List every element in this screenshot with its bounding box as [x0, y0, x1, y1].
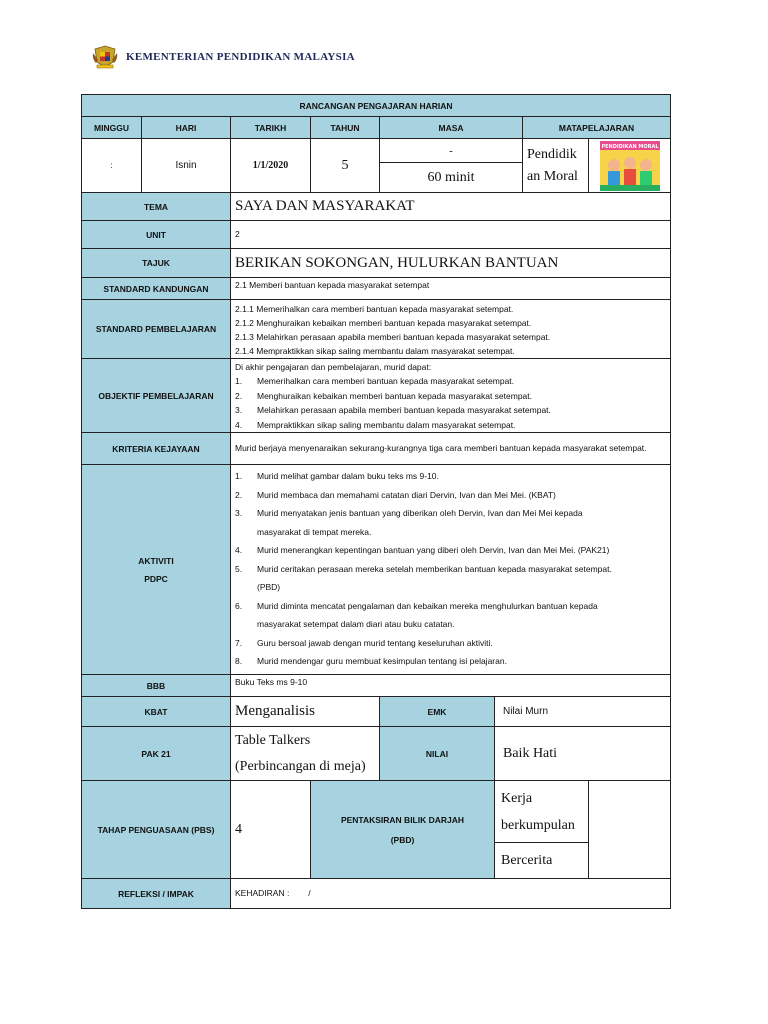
pbd-line-2: berkumpulan — [501, 817, 575, 833]
pbd-empty-cell — [589, 781, 671, 879]
minggu-value: : — [82, 139, 142, 193]
col-minggu: MINGGU — [82, 117, 142, 139]
list-item: 1. Memerihalkan cara memberi bantuan kepada masyarakat setempat. — [235, 376, 515, 386]
value-standard-kandungan: 2.1 Memberi bantuan kepada masyarakat setempat — [231, 278, 671, 300]
book-title: PENDIDIKAN MORAL — [600, 143, 659, 150]
textbook-cover-image — [600, 141, 660, 191]
label-aktiviti — [82, 465, 231, 675]
value-nilai: Baik Hati — [495, 727, 671, 781]
col-masa: MASA — [380, 117, 523, 139]
value-pbd-bercerita: Bercerita — [495, 843, 589, 879]
label-pbd — [311, 781, 495, 879]
list-item: 2. Murid membaca dan memahami catatan diari Dervin, Ivan dan Mei Mei. (KBAT) — [235, 489, 556, 500]
value-tajuk: BERIKAN SOKONGAN, HULURKAN BANTUAN — [231, 249, 671, 278]
label-kriteria: KRITERIA KEJAYAAN — [82, 433, 231, 465]
objektif-intro: Di akhir pengajaran dan pembelajaran, murid dapat: — [235, 362, 432, 372]
lesson-plan-table — [81, 94, 671, 909]
sp-line: 2.1.1 Memerihalkan cara memberi bantuan kepada masyarakat setempat. — [235, 304, 514, 314]
subject-name — [523, 139, 589, 193]
masa-bottom: 60 minit — [380, 163, 523, 193]
label-pdpc-text: PDPC — [144, 573, 168, 584]
list-item: 5. Murid ceritakan perasaan mereka setelah memberikan bantuan kepada masyarakat setempat. — [235, 563, 612, 574]
pak21-line-1: Table Talkers — [235, 732, 311, 748]
masa-top: - — [380, 139, 523, 163]
label-kbat: KBAT — [82, 697, 231, 727]
col-tarikh: TARIKH — [231, 117, 311, 139]
subject-line-2: an Moral — [527, 168, 578, 184]
col-tahun: TAHUN — [311, 117, 380, 139]
list-item: 8. Murid mendengar guru membuat kesimpulan tentang isi pelajaran. — [235, 656, 507, 667]
label-refleksi: REFLEKSI / IMPAK — [82, 879, 231, 909]
list-item: 1. Murid melihat gambar dalam buku teks ms 9-10. — [235, 471, 439, 482]
plan-title: RANCANGAN PENGAJARAN HARIAN — [82, 95, 671, 117]
col-hari: HARI — [142, 117, 231, 139]
label-unit: UNIT — [82, 221, 231, 249]
ministry-name: KEMENTERIAN PENDIDIKAN MALAYSIA — [126, 51, 355, 63]
value-refleksi: KEHADIRAN : / — [231, 879, 671, 909]
value-kriteria: Murid berjaya menyenaraikan sekurang-kurangnya tiga cara memberi bantuan kepada masyarakat setempat. — [231, 433, 671, 465]
label-bbb: BBB — [82, 675, 231, 697]
value-unit: 2 — [231, 221, 671, 249]
aktiviti-list — [235, 467, 666, 671]
list-item: masyarakat di tempat mereka. — [257, 526, 372, 537]
label-aktiviti-text: AKTIVITI — [138, 555, 174, 566]
list-item: (PBD) — [257, 582, 281, 593]
value-kbat: Menganalisis — [231, 697, 380, 727]
value-tema: SAYA DAN MASYARAKAT — [231, 193, 671, 221]
label-pak21: PAK 21 — [82, 727, 231, 781]
value-bbb: Buku Teks ms 9-10 — [231, 675, 671, 697]
value-tahap: 4 — [231, 781, 311, 879]
value-objektif — [231, 359, 671, 433]
value-pak21 — [231, 727, 380, 781]
pbd-line-1: Kerja — [501, 790, 533, 806]
tarikh-value: 1/1/2020 — [231, 139, 311, 193]
objektif-list — [235, 374, 666, 432]
sp-line: 2.1.3 Melahirkan perasaan apabila memberi bantuan kepada masyarakat setempat. — [235, 332, 551, 342]
textbook-cover — [589, 139, 671, 193]
value-emk: Nilai Murn — [495, 697, 671, 727]
pak21-line-2: (Perbincangan di meja) — [235, 758, 366, 774]
list-item: 4. Murid menerangkan kepentingan bantuan yang diberi oleh Dervin, Ivan dan Mei Mei. (PAK21) — [235, 545, 610, 556]
list-item: 4. Mempraktikkan sikap saling membantu dalam masyarakat setempat. — [235, 419, 516, 430]
label-nilai: NILAI — [380, 727, 495, 781]
hari-value: Isnin — [142, 139, 231, 193]
list-item: 3. Murid menyatakan jenis bantuan yang diberikan oleh Dervin, Ivan dan Mei Mei kepada — [235, 508, 583, 519]
label-tahap: TAHAP PENGUASAAN (PBS) — [82, 781, 231, 879]
value-standard-pembelajaran — [231, 300, 671, 359]
label-tajuk: TAJUK — [82, 249, 231, 278]
page-header — [92, 44, 355, 70]
subject-line-1: Pendidik — [527, 146, 577, 162]
value-aktiviti — [231, 465, 671, 675]
value-pbd-kerja — [495, 781, 589, 843]
label-tema: TEMA — [82, 193, 231, 221]
list-item: 6. Murid diminta mencatat pengalaman dan kebaikan mereka menghulurkan bantuan kepada — [235, 600, 598, 611]
col-matapelajaran: MATAPELAJARAN — [523, 117, 671, 139]
list-item: 7. Guru bersoal jawab dengan murid tentang keseluruhan aktiviti. — [235, 637, 493, 648]
label-pbd-line-2: (PBD) — [390, 834, 415, 845]
list-item: 3. Melahirkan perasaan apabila memberi bantuan kepada masyarakat setempat. — [235, 405, 551, 416]
malaysia-crest-icon — [92, 45, 118, 69]
label-objektif: OBJEKTIF PEMBELAJARAN — [82, 359, 231, 433]
label-emk: EMK — [380, 697, 495, 727]
sp-line: 2.1.2 Menghuraikan kebaikan memberi bantuan kepada masyarakat setempat. — [235, 318, 532, 328]
sp-line: 2.1.4 Mempraktikkan sikap saling membantu dalam masyarakat setempat. — [235, 346, 515, 356]
label-standard-pembelajaran: STANDARD PEMBELAJARAN — [82, 300, 231, 359]
list-item: masyarakat setempat dalam diari atau buku catatan. — [257, 619, 455, 630]
label-pbd-line-1: PENTAKSIRAN BILIK DARJAH — [340, 814, 465, 825]
list-item: 2. Menghuraikan kebaikan memberi bantuan kepada masyarakat setempat. — [235, 390, 532, 401]
label-standard-kandungan: STANDARD KANDUNGAN — [82, 278, 231, 300]
tahun-value: 5 — [311, 139, 380, 193]
